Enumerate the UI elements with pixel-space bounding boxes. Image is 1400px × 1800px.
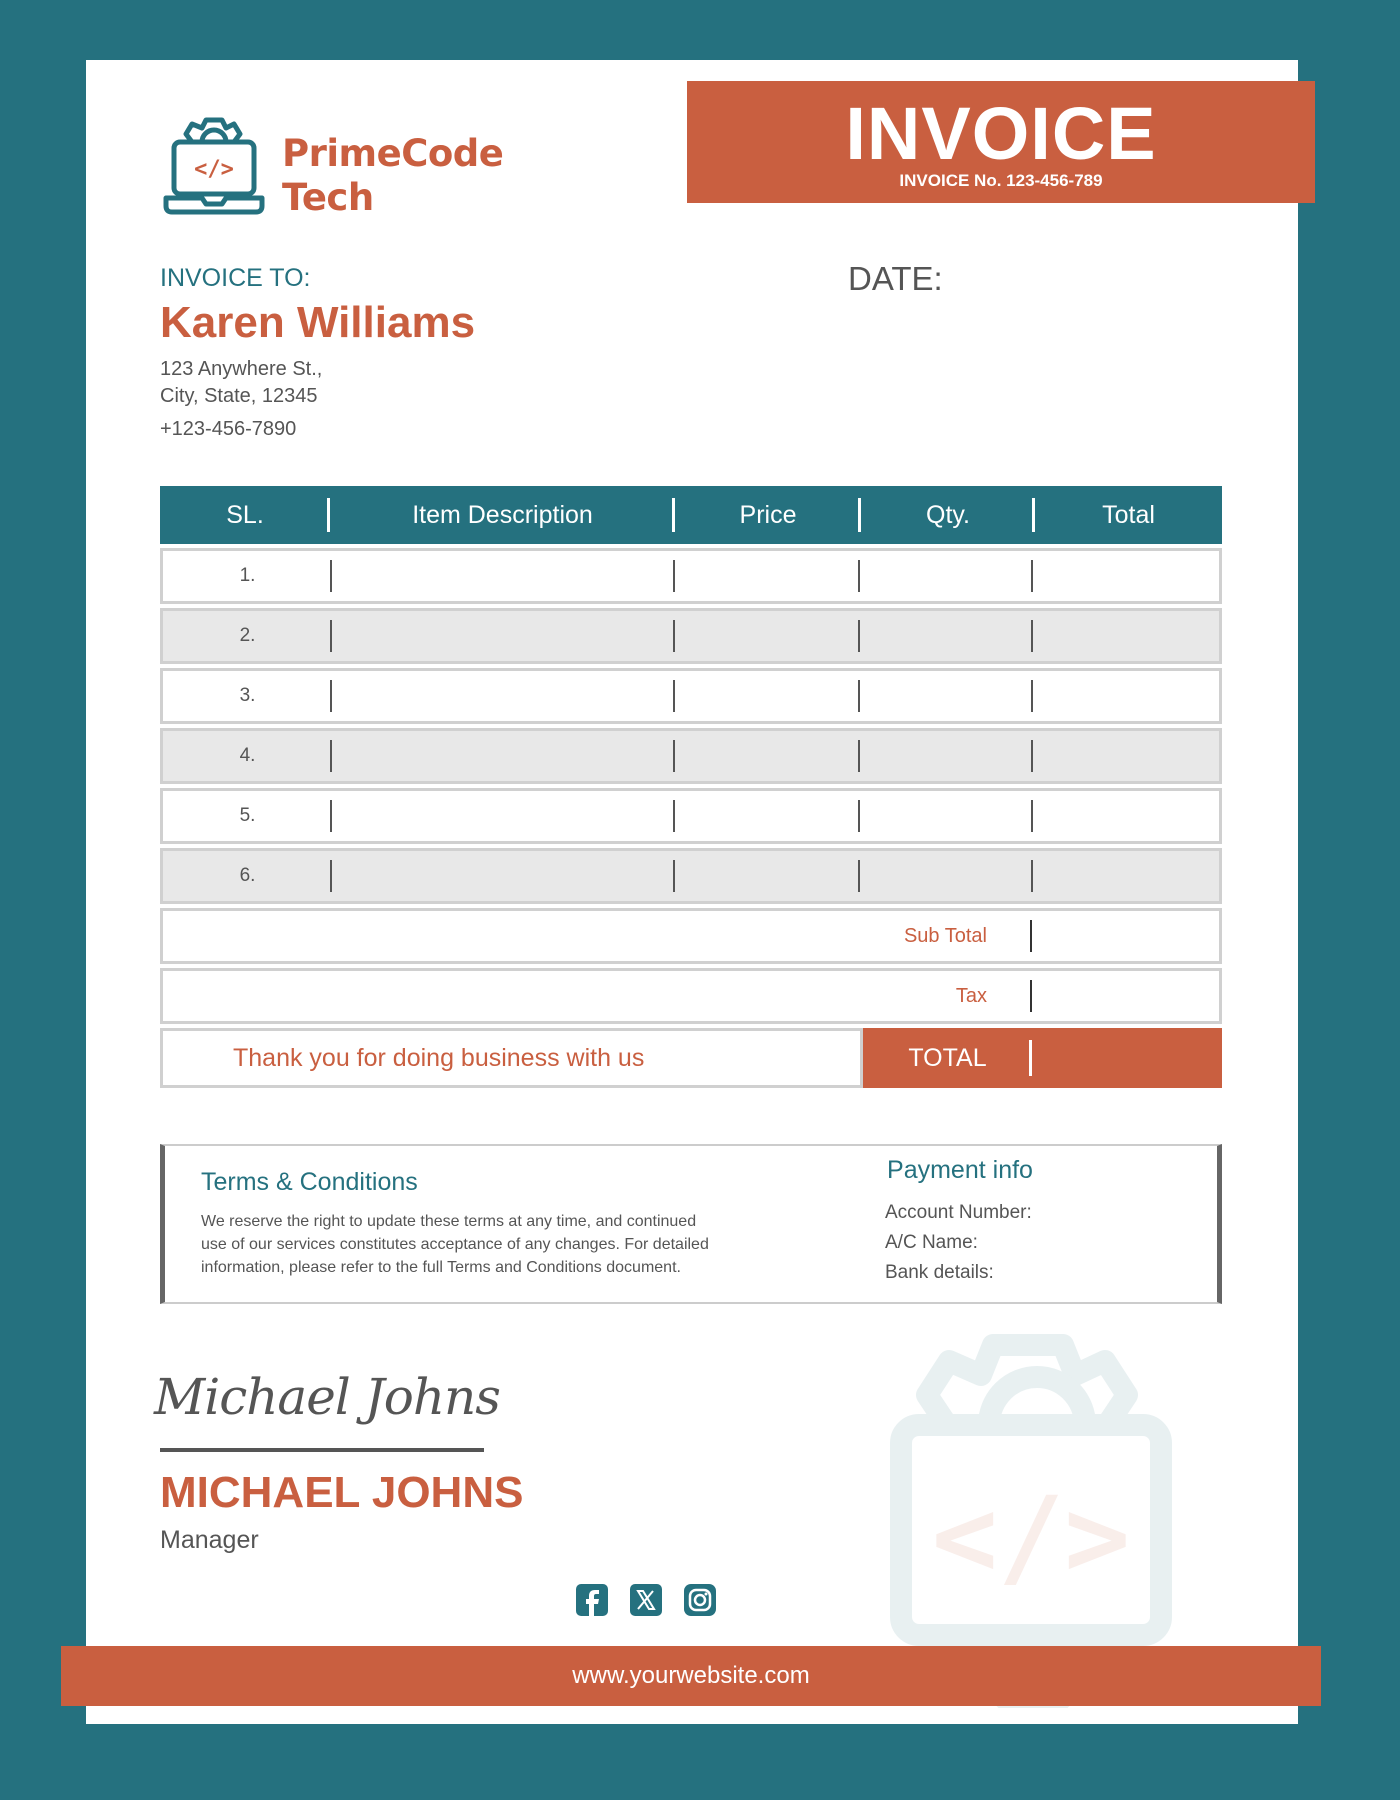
tax-label: Tax — [163, 971, 1032, 1021]
svg-text:</>: </> — [931, 1473, 1131, 1601]
laptop-gear-code-icon — [162, 116, 266, 220]
subtotal-value[interactable] — [1032, 911, 1219, 961]
row-sl: 2. — [163, 611, 332, 661]
row-price[interactable] — [675, 851, 860, 901]
invoice-page — [86, 60, 1298, 1724]
row-price[interactable] — [675, 611, 860, 661]
row-price[interactable] — [675, 671, 860, 721]
row-price[interactable] — [675, 731, 860, 781]
client-name: Karen Williams — [160, 298, 476, 347]
row-description[interactable] — [332, 671, 675, 721]
instagram-icon[interactable] — [684, 1584, 716, 1616]
row-sl: 6. — [163, 851, 332, 901]
row-sl: 3. — [163, 671, 332, 721]
row-description[interactable] — [332, 851, 675, 901]
row-description[interactable] — [332, 731, 675, 781]
signature-script: Michael Johns — [154, 1368, 500, 1426]
tax-row — [160, 968, 1222, 1024]
row-price[interactable] — [675, 791, 860, 841]
brand-line1: PrimeCode — [282, 132, 504, 175]
total-box — [863, 1028, 1222, 1088]
row-total[interactable] — [1033, 731, 1219, 781]
row-total[interactable] — [1033, 851, 1219, 901]
invoice-header-band — [687, 81, 1315, 203]
website-link[interactable]: www.yourwebsite.com — [572, 1662, 810, 1689]
col-sl: SL. — [160, 486, 330, 544]
row-description[interactable] — [332, 611, 675, 661]
table-row — [160, 848, 1222, 904]
row-qty[interactable] — [860, 671, 1033, 721]
row-qty[interactable] — [860, 731, 1033, 781]
terms-line: We reserve the right to update these terms at any time, and continued — [201, 1213, 697, 1230]
brand-name — [282, 132, 503, 220]
col-description: Item Description — [330, 486, 675, 544]
row-total[interactable] — [1033, 551, 1219, 601]
row-sl: 4. — [163, 731, 332, 781]
client-phone: +123-456-7890 — [160, 418, 297, 440]
thank-you-message: Thank you for doing business with us — [160, 1028, 863, 1088]
address-line1: 123 Anywhere St., — [160, 358, 323, 380]
row-total[interactable] — [1033, 671, 1219, 721]
facebook-icon[interactable] — [576, 1584, 608, 1616]
row-sl: 1. — [163, 551, 332, 601]
row-price[interactable] — [675, 551, 860, 601]
row-qty[interactable] — [860, 791, 1033, 841]
signatory-name: MICHAEL JOHNS — [160, 1468, 524, 1517]
terms-line: use of our services constitutes acceptance of any changes. For detailed — [201, 1236, 709, 1253]
terms-payment-box — [160, 1144, 1222, 1304]
client-address — [160, 356, 322, 410]
table-row — [160, 608, 1222, 664]
footer-band — [61, 1646, 1321, 1706]
address-line2: City, State, 12345 — [160, 385, 318, 407]
total-label: TOTAL — [863, 1028, 1032, 1088]
invoice-title: INVOICE — [845, 92, 1157, 175]
col-price: Price — [675, 486, 861, 544]
svg-text:</>: </> — [194, 157, 234, 182]
terms-body — [201, 1210, 771, 1279]
subtotal-row — [160, 908, 1222, 964]
row-qty[interactable] — [860, 611, 1033, 661]
row-total[interactable] — [1033, 611, 1219, 661]
payment-title: Payment info — [887, 1156, 1033, 1184]
tax-value[interactable] — [1032, 971, 1219, 1021]
social-links — [576, 1584, 716, 1616]
invoice-to-label: INVOICE TO: — [160, 264, 311, 292]
table-row — [160, 788, 1222, 844]
row-qty[interactable] — [860, 851, 1033, 901]
table-header — [160, 486, 1222, 544]
row-sl: 5. — [163, 791, 332, 841]
table-row — [160, 548, 1222, 604]
x-icon[interactable] — [630, 1584, 662, 1616]
items-table — [160, 486, 1222, 1088]
terms-title: Terms & Conditions — [201, 1168, 418, 1196]
brand-line2: Tech — [282, 176, 374, 219]
payment-details — [885, 1198, 1032, 1288]
row-description[interactable] — [332, 551, 675, 601]
terms-line: information, please refer to the full Terms and Conditions document. — [201, 1259, 681, 1276]
account-number-label: Account Number: — [885, 1202, 1032, 1223]
col-qty: Qty. — [861, 486, 1035, 544]
row-total[interactable] — [1033, 791, 1219, 841]
row-qty[interactable] — [860, 551, 1033, 601]
row-description[interactable] — [332, 791, 675, 841]
col-total: Total — [1102, 500, 1155, 529]
bank-details-label: Bank details: — [885, 1262, 994, 1283]
date-label: DATE: — [848, 260, 943, 297]
total-value[interactable] — [1032, 1028, 1222, 1088]
invoice-number: INVOICE No. 123-456-789 — [899, 171, 1103, 190]
ac-name-label: A/C Name: — [885, 1232, 978, 1253]
total-row — [160, 1028, 1222, 1088]
table-row — [160, 728, 1222, 784]
signature-line — [160, 1448, 484, 1452]
signatory-role: Manager — [160, 1526, 259, 1554]
table-row — [160, 668, 1222, 724]
subtotal-label: Sub Total — [163, 911, 1032, 961]
